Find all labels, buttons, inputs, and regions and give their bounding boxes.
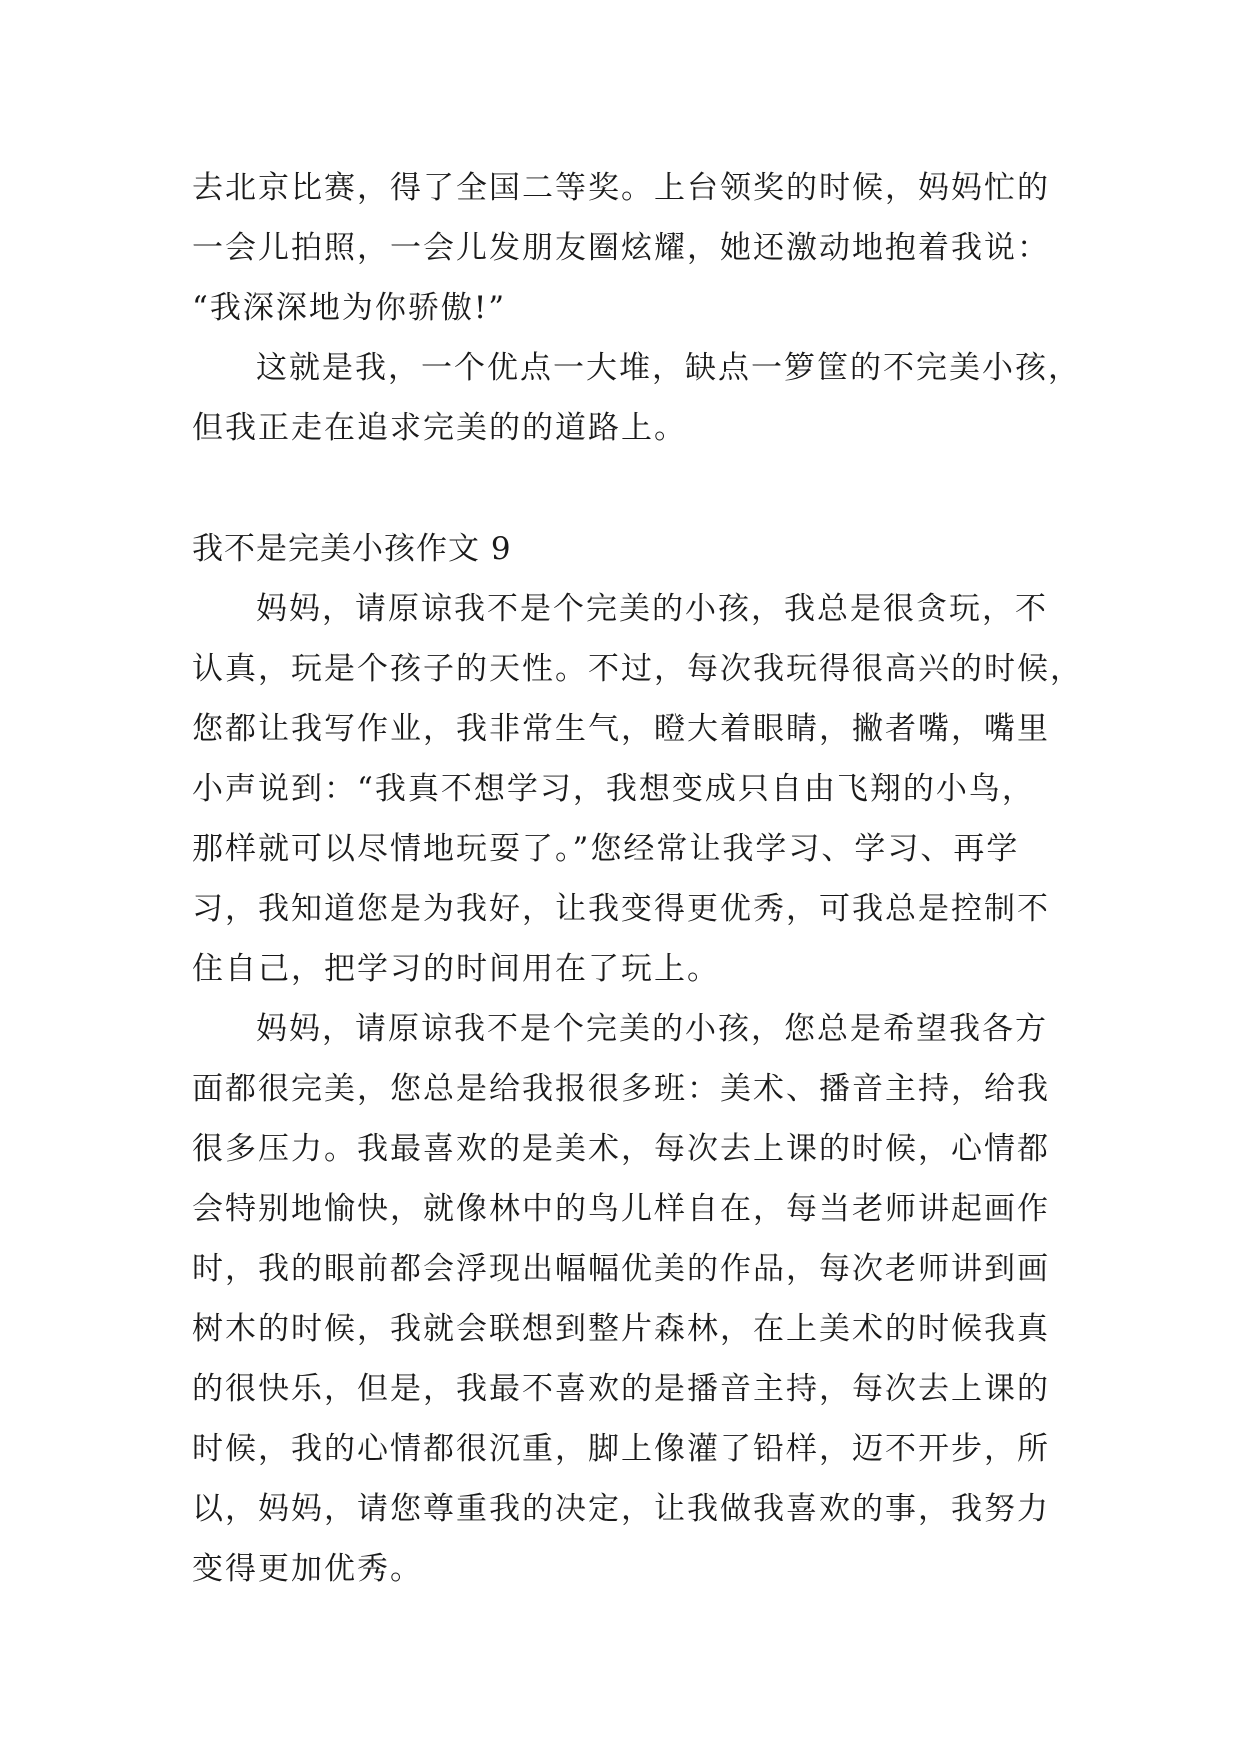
text-line: 变得更加优秀。 xyxy=(192,1551,423,1587)
text-line: 会特别地愉快，就像林中的鸟儿样自在，每当老师讲起画作 xyxy=(192,1191,1050,1227)
text-line: 很多压力。我最喜欢的是美术，每次去上课的时候，心情都 xyxy=(192,1131,1050,1167)
text-line: 以，妈妈，请您尊重我的决定，让我做我喜欢的事，我努力 xyxy=(192,1491,1050,1527)
paragraph-prev-1 xyxy=(192,158,1052,338)
text-line: 这就是我，一个优点一大堆，缺点一箩筐的不完美小孩， xyxy=(256,350,1081,386)
text-line: 时候，我的心情都很沉重，脚上像灌了铅样，迈不开步，所 xyxy=(192,1431,1050,1467)
text-line: 妈妈，请原谅我不是个完美的小孩，我总是很贪玩，不 xyxy=(256,591,1048,627)
paragraph-prev-2 xyxy=(192,338,1081,458)
text-line: 您都让我写作业，我非常生气，瞪大着眼睛，撇者嘴，嘴里 xyxy=(192,711,1050,747)
section-spacer xyxy=(192,458,1052,519)
text-line: 的很快乐，但是，我最不喜欢的是播音主持，每次去上课的 xyxy=(192,1371,1050,1407)
text-line: 住自己，把学习的时间用在了玩上。 xyxy=(192,951,720,987)
text-line: 树木的时候，我就会联想到整片森林，在上美术的时候我真 xyxy=(192,1311,1050,1347)
text-line: 小声说到：“我真不想学习，我想变成只自由飞翔的小鸟， xyxy=(192,771,1035,807)
document-body xyxy=(192,158,1083,1599)
paragraph-essay9-1 xyxy=(192,579,1083,999)
text-line: 那样就可以尽情地玩耍了。”您经常让我学习、学习、再学 xyxy=(192,831,1020,867)
text-line: 认真，玩是个孩子的天性。不过，每次我玩得很高兴的时候， xyxy=(192,651,1083,687)
text-line: 习，我知道您是为我好，让我变得更优秀，可我总是控制不 xyxy=(192,891,1050,927)
text-line: 面都很完美，您总是给我报很多班：美术、播音主持，给我 xyxy=(192,1071,1050,1107)
text-line: 时，我的眼前都会浮现出幅幅优美的作品，每次老师讲到画 xyxy=(192,1251,1050,1287)
essay-title: 我不是完美小孩作文 9 xyxy=(192,531,512,567)
text-line: 一会儿拍照，一会儿发朋友圈炫耀，她还激动地抱着我说： xyxy=(192,230,1050,266)
text-line: “我深深地为你骄傲!” xyxy=(192,290,507,326)
text-line: 去北京比赛，得了全国二等奖。上台领奖的时候，妈妈忙的 xyxy=(192,170,1050,206)
paragraph-essay9-2 xyxy=(192,999,1052,1599)
text-line: 妈妈，请原谅我不是个完美的小孩，您总是希望我各方 xyxy=(256,1011,1048,1047)
text-line: 但我正走在追求完美的的道路上。 xyxy=(192,410,687,446)
